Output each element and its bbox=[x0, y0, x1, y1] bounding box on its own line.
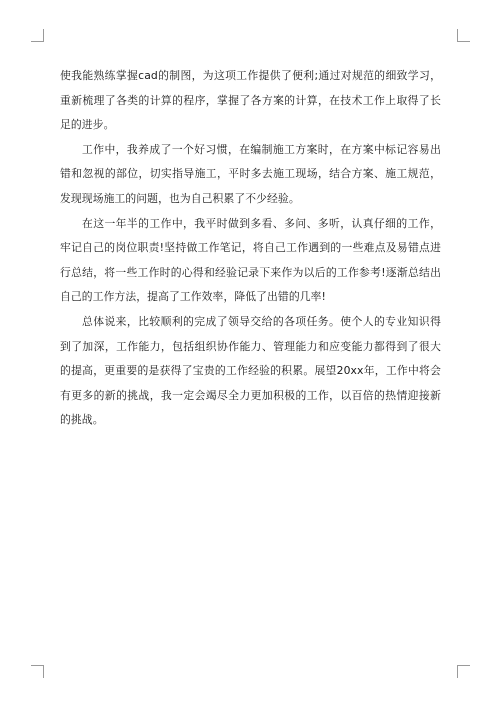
crop-mark-top-left bbox=[31, 29, 44, 42]
paragraph-continuation: 使我能熟练掌握cad的制图，为这项工作提供了便利;通过对规范的细致学习，重新梳理了各类的计算的程序，掌握了各方案的计算，在技术工作上取得了长足的进步。 bbox=[60, 69, 441, 132]
document-body bbox=[60, 64, 441, 433]
crop-mark-bottom-left bbox=[31, 665, 44, 678]
crop-mark-bottom-right bbox=[457, 665, 470, 678]
paragraph-overall-conclusion: 总体说来，比较顺利的完成了领导交给的各项任务。使个人的专业知识得到了加深，工作能力，包括组织协作能力、管理能力和应变能力都得到了很大的提高，更重要的是获得了宝贵的工作经验的积累。展望20xx年，工作中将会有更多的新的挑战，我一定会竭尽全力更加积极的工作，以百倍的热情迎接新的挑战。 bbox=[60, 314, 441, 427]
crop-mark-top-right bbox=[457, 29, 470, 42]
paragraph-work-habits: 工作中，我养成了一个好习惯，在编制施工方案时，在方案中标记容易出错和忽视的部位，切实指导施工，平时多去施工现场，结合方案、施工规范，发现现场施工的问题，也为自己积累了不少经验。 bbox=[60, 142, 441, 205]
paragraph-year-summary: 在这一年半的工作中，我平时做到多看、多问、多听，认真仔细的工作，牢记自己的岗位职责!坚持做工作笔记，将自己工作遇到的一些难点及易错点进行总结，将一些工作时的心得和经验记录下来作为以后的工作参考!逐渐总结出自己的工作方法，提高了工作效率，降低了出错的几率! bbox=[60, 216, 441, 304]
